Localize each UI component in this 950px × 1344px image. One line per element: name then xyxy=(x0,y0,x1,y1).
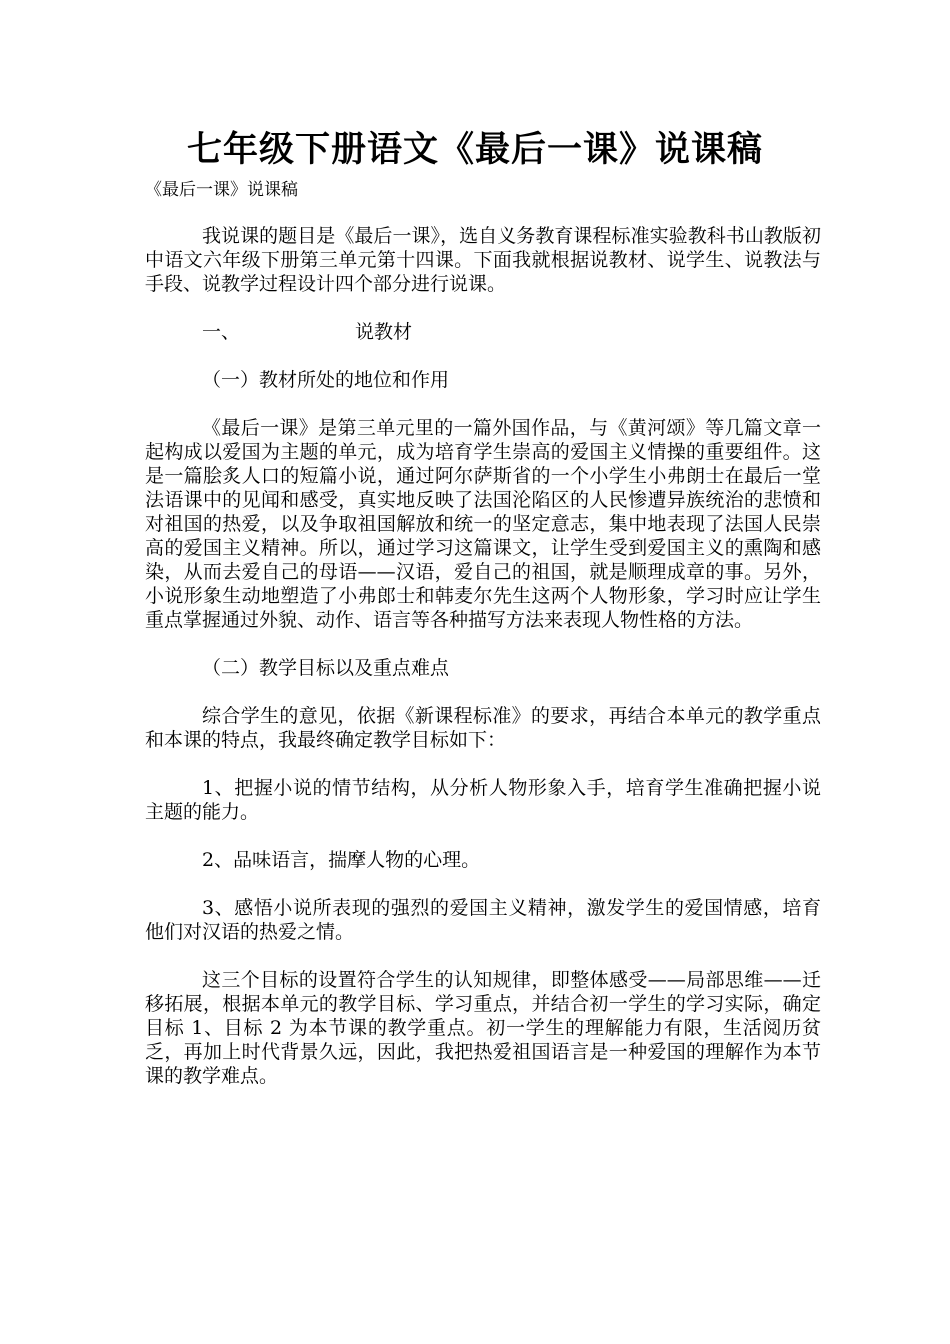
document-subtitle: 《最后一课》说课稿 xyxy=(145,180,298,200)
subsection-heading-2: （二）教学目标以及重点难点 xyxy=(202,657,450,679)
document-title: 七年级下册语文《最后一课》说课稿 xyxy=(186,130,763,170)
subsection-paragraph-2: 综合学生的意见，依据《新课程标准》的要求，再结合本单元的教学重点和本课的特点，我最终确定教学目标如下： xyxy=(145,705,821,751)
intro-paragraph: 我说课的题目是《最后一课》，选自义务教育课程标准实验教科书山教版初中语文六年级下册第三单元第十四课。下面我就根据说教材、说学生、说教法与手段、说教学过程设计四个部分进行说课。 xyxy=(145,225,821,295)
goal-item-3: 3、感悟小说所表现的强烈的爱国主义精神，激发学生的爱国情感，培育他们对汉语的热爱之情。 xyxy=(145,897,821,943)
document-body xyxy=(145,224,821,1112)
goal-item-2: 2、品味语言，揣摩人物的心理。 xyxy=(202,849,481,871)
subsection-paragraph-1: 《最后一课》是第三单元里的一篇外国作品，与《黄河颂》等几篇文章一起构成以爱国为主题的单元，成为培育学生崇高的爱国主义情操的重要组件。这是一篇脍炙人口的短篇小说，通过阿尔萨斯省的一个小学生小弗朗士在最后一堂法语课中的见闻和感受，真实地反映了法国沦陷区的人民惨遭异族统治的悲愤和对祖国的热爱，以及争取祖国解放和统一的坚定意志，集中地表现了法国人民崇高的爱国主义精神。所以，通过学习这篇课文，让学生受到爱国主义的熏陶和感染，从而去爱自己的母语——汉语，爱自己的祖国，就是顺理成章的事。另外，小说形象生动地塑造了小弗郎士和韩麦尔先生这两个人物形象，学习时应让学生重点掌握通过外貌、动作、语言等各种描写方法来表现人物性格的方法。 xyxy=(145,417,821,631)
section-number: 一、 xyxy=(202,321,241,343)
section-title: 说教材 xyxy=(355,321,413,343)
section-heading xyxy=(145,320,821,344)
subsection-heading-1: （一）教材所处的地位和作用 xyxy=(202,369,450,391)
closing-paragraph: 这三个目标的设置符合学生的认知规律，即整体感受——局部思维——迁移拓展，根据本单元的教学目标、学习重点，并结合初一学生的学习实际，确定目标 1、目标 2 为本节课的教学重点。初一学生的理解能力有限，生活阅历贫乏，再加上时代背景久远，因此，我把热爱祖国语言是一种爱国的理解作为本节课的教学难点。 xyxy=(145,969,821,1087)
goal-item-1: 1、把握小说的情节结构，从分析人物形象入手，培育学生准确把握小说主题的能力。 xyxy=(145,777,821,823)
